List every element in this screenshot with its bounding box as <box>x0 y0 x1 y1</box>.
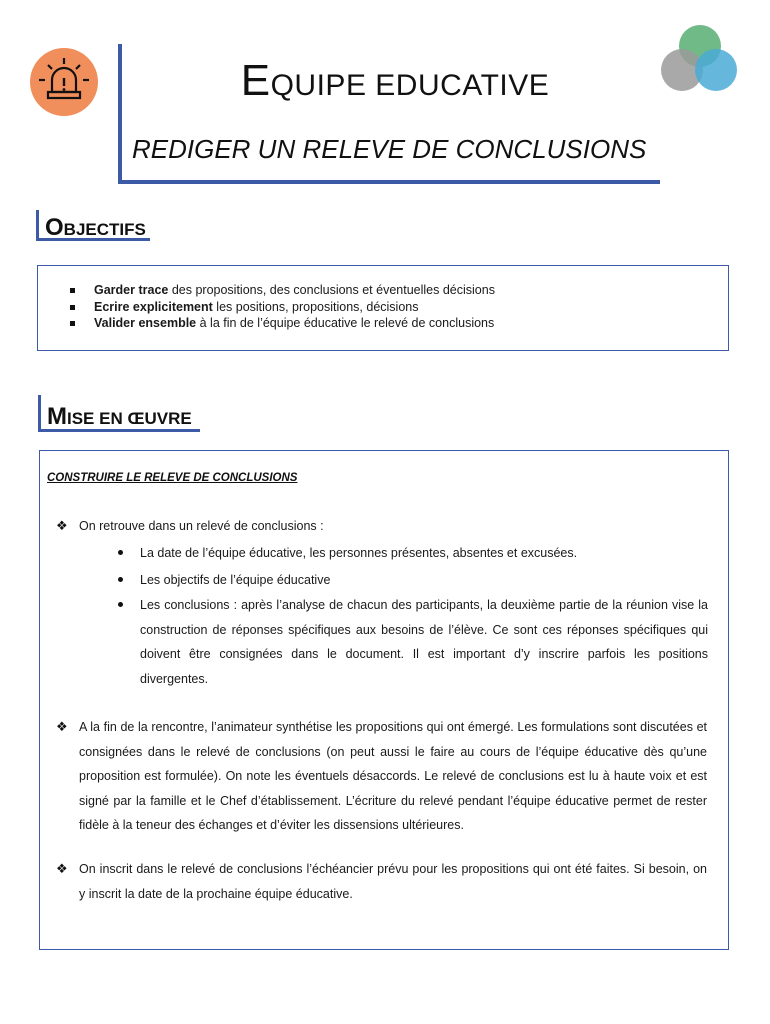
round-bullet-icon <box>118 602 123 607</box>
mise-en-oeuvre-vertical-rule <box>38 395 41 431</box>
header-horizontal-rule <box>118 180 660 184</box>
point-3-text: On inscrit dans le relevé de conclusions l’échéancier prévu pour les propositions qui ont été faites. Si besoin, on y inscrit la date de la prochaine équipe éducative. <box>79 862 707 901</box>
three-circles-logo-icon <box>658 24 742 94</box>
diamond-bullet-icon: ❖ <box>56 719 68 734</box>
mise-en-oeuvre-title-initial: M <box>47 403 67 430</box>
mise-en-oeuvre-title-rest: ISE EN ŒUVRE <box>67 409 192 428</box>
list-item <box>70 282 495 299</box>
round-bullet-icon <box>118 577 123 582</box>
objectifs-list <box>70 282 495 332</box>
square-bullet-icon <box>70 321 75 326</box>
objectifs-title <box>45 214 146 242</box>
list-item <box>70 299 495 316</box>
item-keyword: Ecrire explicitement <box>94 299 213 314</box>
item-keyword: Valider ensemble <box>94 316 197 330</box>
list-item <box>70 315 495 332</box>
list-item: La date de l’équipe éducative, les personnes présentes, absentes et excusées. <box>140 546 578 560</box>
point-1-intro: On retrouve dans un relevé de conclusions : <box>79 519 324 533</box>
mise-en-oeuvre-title <box>47 403 192 431</box>
subheading: CONSTRUIRE LE RELEVE DE CONCLUSIONS <box>47 472 298 484</box>
square-bullet-icon <box>70 288 75 293</box>
objectifs-vertical-rule <box>36 210 39 240</box>
list-item: Les objectifs de l’équipe éducative <box>140 573 331 587</box>
page-title-initial: E <box>240 56 271 105</box>
page-title-rest: QUIPE EDUCATIVE <box>270 69 550 102</box>
objectifs-title-initial: O <box>45 214 64 241</box>
round-bullet-icon <box>118 550 123 555</box>
diamond-bullet-icon: ❖ <box>56 518 68 533</box>
item-text: à la fin de l’équipe éducative le relevé de conclusions <box>196 316 495 330</box>
item-text: les positions, propositions, décisions <box>212 299 419 314</box>
diamond-bullet-icon: ❖ <box>56 861 68 876</box>
page-title <box>0 56 770 106</box>
item-text: des propositions, des conclusions et éventuelles décisions <box>168 283 495 297</box>
point-2-text: A la fin de la rencontre, l’animateur synthétise les propositions qui ont émergé. Les formulations sont discutées et consignées dans le relevé de conclusions (on peut aussi le faire au cours de l’équipe éducative dès qu’une proposition est formulée). On note les éventuels désaccords. Le relevé de conclusions est lu à haute voix et est signé par la famille et le Chef d’établissement. L’écriture du relevé pendant l’équipe éducative permet de rester fidèle à la teneur des échanges et d’éviter les dissensions ultérieures. <box>79 720 707 832</box>
objectifs-title-rest: BJECTIFS <box>63 220 146 239</box>
square-bullet-icon <box>70 305 75 310</box>
list-item: Les conclusions : après l’analyse de chacun des participants, la deuxième partie de la réunion vise la construction de réponses spécifiques aux besoins de l’élève. Ce sont ces réponses spécifiques qui doivent être consignées dans le document. Il est important d’y inscrire parfois les positions divergentes. <box>140 598 708 686</box>
page-subtitle: REDIGER UN RELEVE DE CONCLUSIONS <box>132 134 647 164</box>
item-keyword: Garder trace <box>94 283 169 297</box>
